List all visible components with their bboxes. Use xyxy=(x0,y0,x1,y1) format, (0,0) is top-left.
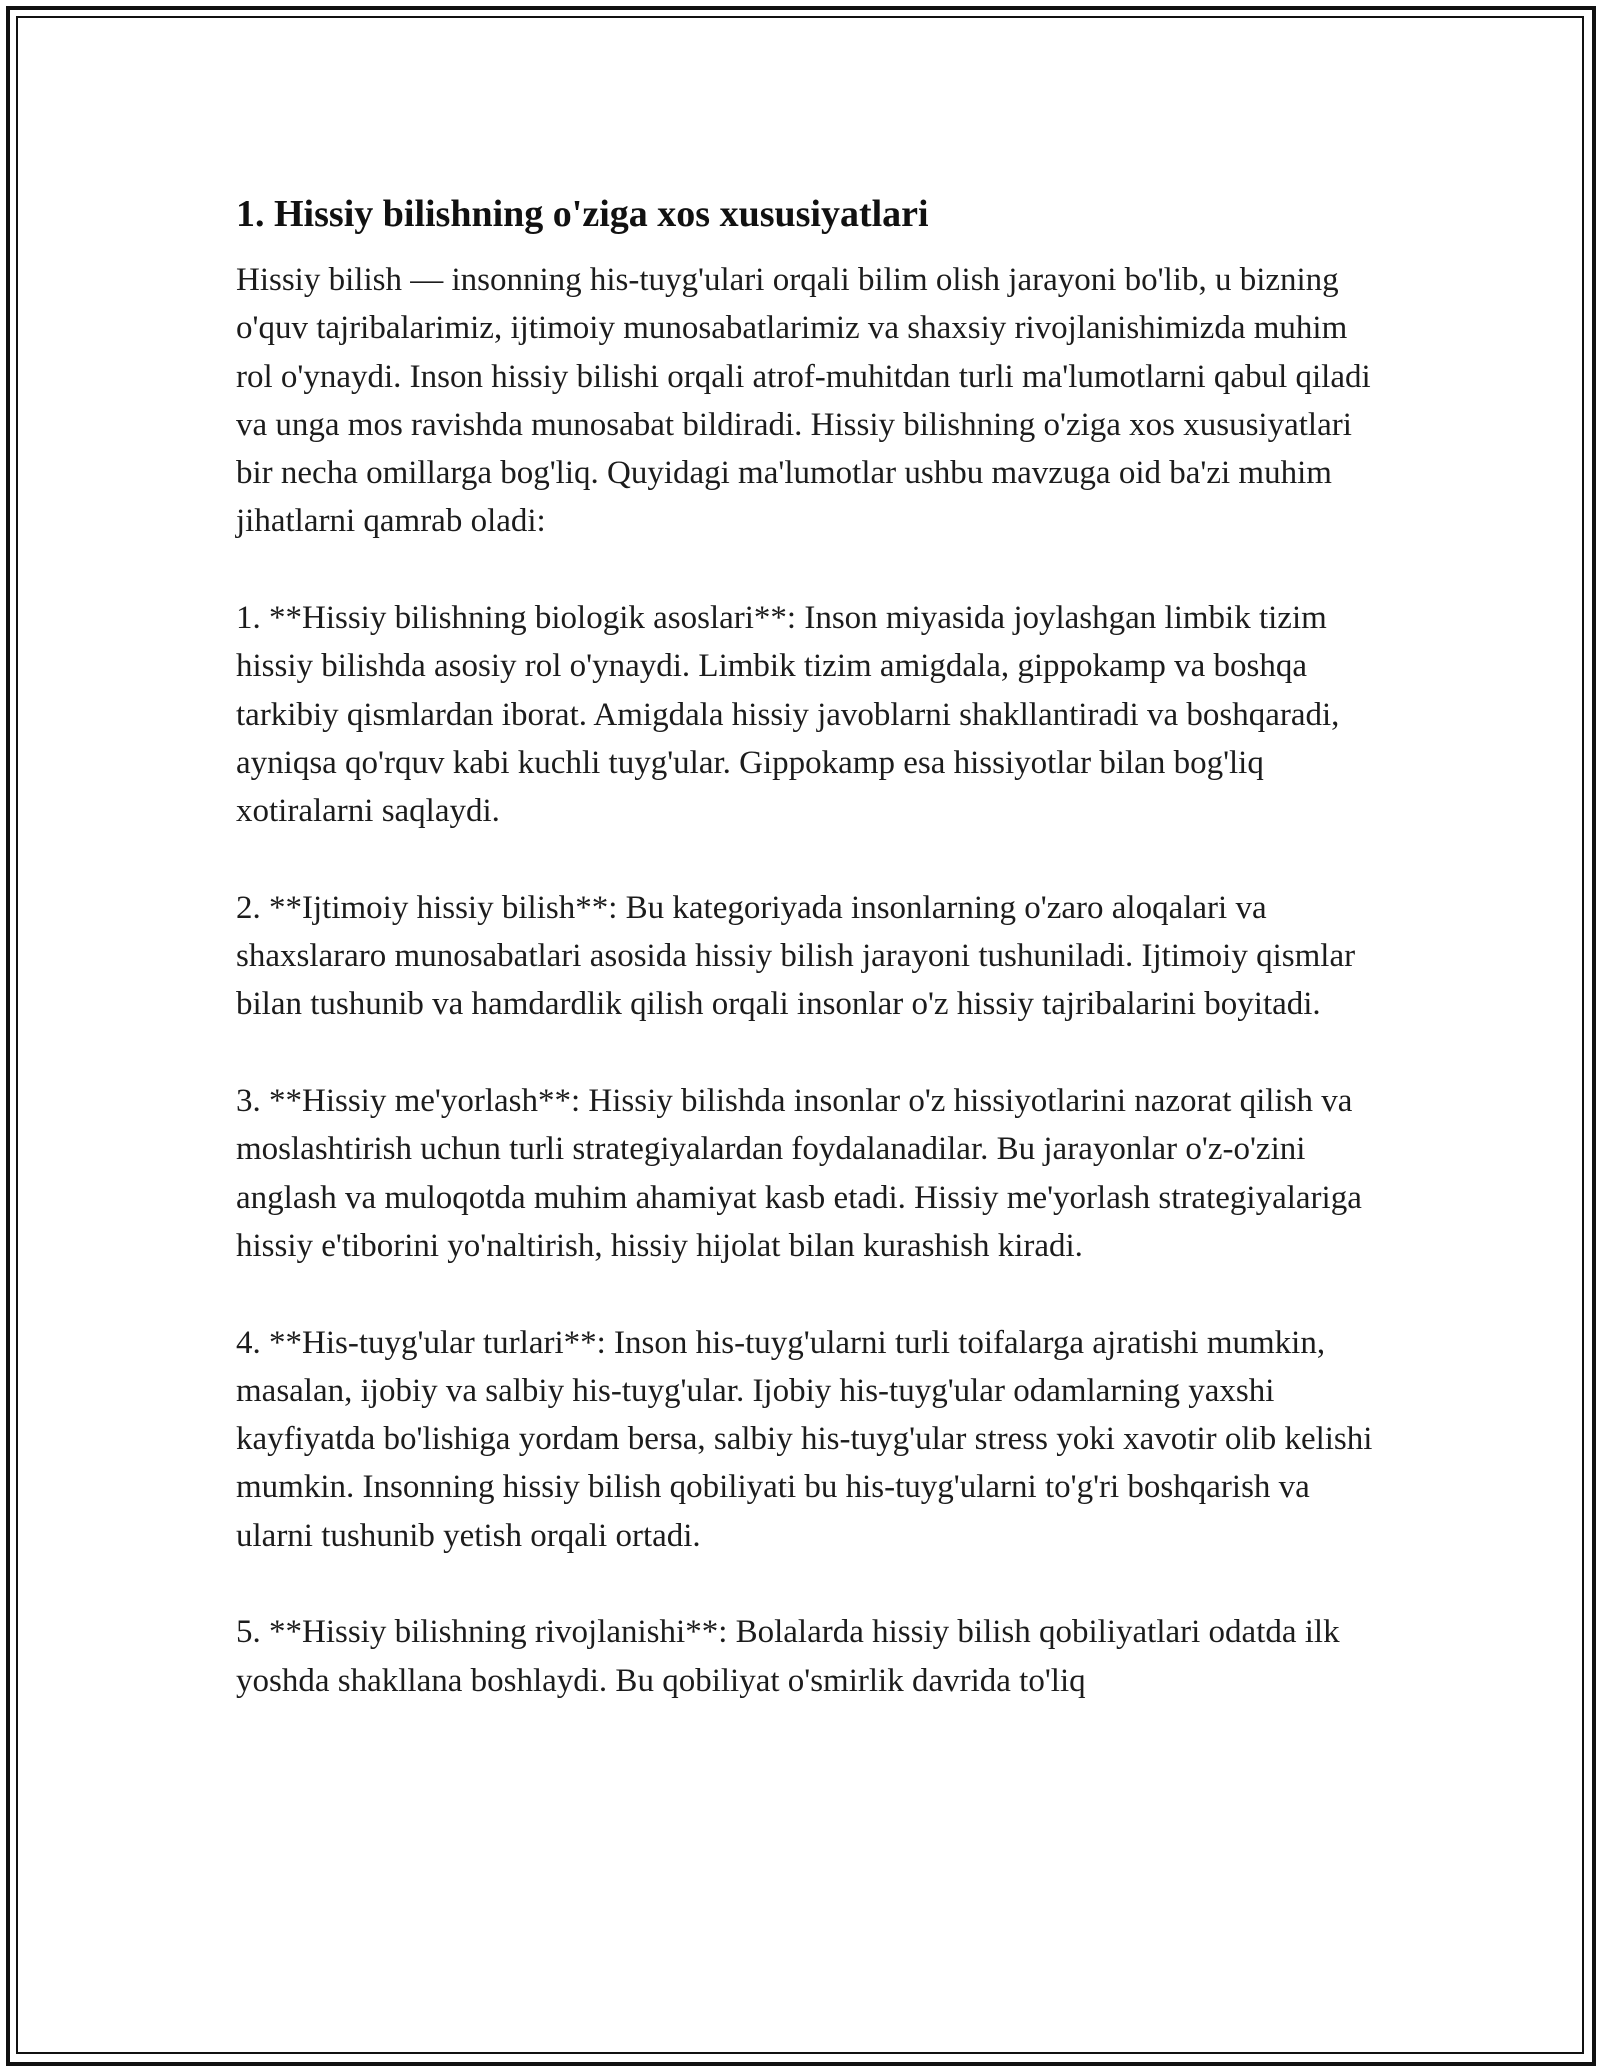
list-item-development: 5. **Hissiy bilishning rivojlanishi**: Bolalarda hissiy bilish qobiliyatlari odatda ilk yoshda shakllana boshlaydi. Bu qobiliyat o'smirlik davrida to'liq xyxy=(236,1614,1340,1699)
intro-paragraph: Hissiy bilish — insonning his-tuyg'ulari orqali bilim olish jarayoni bo'lib, u bizning o'quv tajribalarimiz, ijtimoiy munosabatlarimiz va shaxsiy rivojlanishimizda muhim rol o'ynaydi. Inson hissiy bilishi orqali atrof-muhitdan turli ma'lumotlarni qabul qiladi va unga mos ravishda munosabat bildiradi. Hissiy bilishning o'ziga xos xususiyatlari bir necha omillarga bog'liq. Quyidagi ma'lumotlar ushbu mavzuga oid ba'zi muhim jihatlarni qamrab oladi: xyxy=(236,262,1371,540)
list-item-emotion-types: 4. **His-tuyg'ular turlari**: Inson his-tuyg'ularni turli toifalarga ajratishi mumkin, masalan, ijobiy va salbiy his-tuyg'ular. Ijobiy his-tuyg'ular odamlarning yaxshi kayfiyatda bo'lishiga yordam bersa, salbiy his-tuyg'ular stress yoki xavotir olib kelishi mumkin. Insonning hissiy bilish qobiliyati bu his-tuyg'ularni to'g'ri boshqarish va ularni tushunib yetish orqali ortadi. xyxy=(236,1324,1373,1554)
list-item-social-cognition: 2. **Ijtimoiy hissiy bilish**: Bu kategoriyada insonlarning o'zaro aloqalari va shaxslararo munosabatlari asosida hissiy bilish jarayoni tushuniladi. Ijtimoiy qismlar bilan tushunib va hamdardlik qilish orqali insonlar o'z hissiy tajribalarini boyitadi. xyxy=(236,889,1356,1023)
list-item-biological-basis: 1. **Hissiy bilishning biologik asoslari**: Inson miyasida joylashgan limbik tizim hissiy bilishda asosiy rol o'ynaydi. Limbik tizim amigdala, gippokamp va boshqa tarkibiy qismlardan iborat. Amigdala hissiy javoblarni shakllantiradi va boshqaradi, ayniqsa qo'rquv kabi kuchli tuyg'ular. Gippokamp esa hissiyotlar bilan bog'liq xotiralarni saqlaydi. xyxy=(236,600,1340,830)
section-heading: 1. Hissiy bilishning o'ziga xos xususiyatlari xyxy=(236,193,929,235)
list-item-emotional-regulation: 3. **Hissiy me'yorlash**: Hissiy bilishda insonlar o'z hissiyotlarini nazorat qilish va moslashtirish uchun turli strategiyalardan foydalanadilar. Bu jarayonlar o'z-o'zini anglash va muloqotda muhim ahamiyat kasb etadi. Hissiy me'yorlash strategiyalariga hissiy e'tiborini yo'naltirish, hissiy hijolat bilan kurashish kiradi. xyxy=(236,1083,1362,1264)
document-body xyxy=(236,186,1376,1753)
